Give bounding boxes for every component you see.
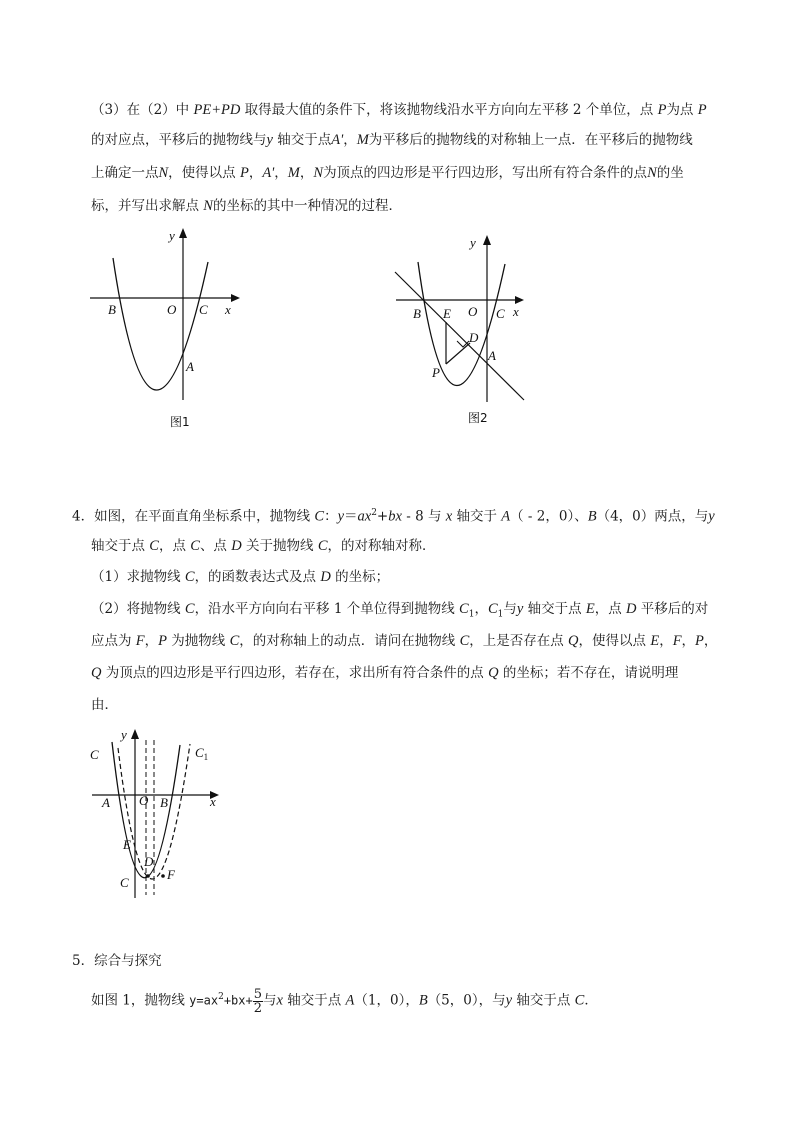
q4-line-3: （1）求抛物线 C，的函数表达式及点 D 的坐标； [91,569,390,585]
q4-line-7: 由． [91,697,118,713]
q4-label-C-top: C [90,747,99,762]
q4-label-y: y [121,727,127,742]
fig2-label-D: D [469,330,479,345]
q3-line-2: 的对应点，平移后的抛物线与y 轴交于点A'，M为平移后的抛物线的对称轴上一点．在平移后的抛物线 [91,132,693,148]
q4-label-B: B [160,795,168,810]
q3-figure-2 [385,230,535,430]
fig2-label-C: C [496,306,505,321]
q4-label-A: A [102,795,110,810]
fig1-label-O: O [167,302,177,317]
q3-figure-1 [85,222,245,437]
fig2-label-P: P [432,365,440,380]
q4-line-2: 轴交于点 C，点 C、点 D 关于抛物线 C，的对称轴对称． [91,538,436,554]
fig1-label-C: C [199,302,208,317]
q4-line-1: 4．如图，在平面直角坐标系中，抛物线 C：$y=ax^2+bx - 8$ 与 x 轴交于 A（ - 2，0）、B（4，0）两点，与y [72,508,715,525]
fig2-label-B: B [413,306,421,321]
q4-label-C-bottom: C [120,875,129,890]
fig1-label-y: y [169,228,175,243]
q5-title: 5．综合与探究 [72,953,162,969]
fig2-label-O: O [468,304,478,319]
q3-line-3: 上确定一点N，使得以点 P，A'，M，N为顶点的四边形是平行四边形，写出所有符合条件的点N的坐 [91,165,684,181]
q4-point-F [161,874,165,878]
fig1-x-arrow [231,294,240,302]
q4-line-4: （2）将抛物线 C，沿水平方向向右平移 1 个单位得到抛物线 $C_1$，$C_1$与y 轴交于点 E，点 D 平移后的对 [91,601,709,620]
fig2-label-y: y [470,235,476,250]
q4-label-D: D [144,854,154,869]
q3-line-4: 标，并写出求解点 N的坐标的其中一种情况的过程． [91,198,402,214]
fig1-y-arrow [179,228,187,238]
q4-label-E: E [123,837,131,852]
fig2-y-arrow [483,235,491,245]
fig2-label-E: E [443,306,451,321]
fig2-caption: 图2 [468,411,488,425]
fig1-label-B: B [108,302,116,317]
fig1-label-x: x [225,302,231,317]
fig2-label-A: A [488,348,496,363]
q4-label-C1: $C_1$ [195,745,209,762]
fig2-line-BA [395,272,524,400]
q4-label-O: O [139,793,149,808]
q4-label-F: F [167,867,175,882]
q4-point-D [146,874,150,878]
fig2-label-x: x [513,304,519,319]
q4-label-x: x [210,794,216,809]
fig1-caption: 图1 [170,415,190,429]
q4-figure [85,725,230,905]
q3-line-1: （3）在（2）中 PE+PD 取得最大值的条件下，将该抛物线沿水平方向向左平移 2 个单位，点 P为点 P [91,102,707,118]
fig1-label-A: A [186,359,194,374]
q4-line-5: 应点为 F，P 为抛物线 C，的对称轴上的动点．请问在抛物线 C，上是否存在点 Q，使得以点 E，F，P， [91,633,718,649]
fig2-x-arrow [515,296,524,304]
q4-y-arrow [131,729,139,739]
q4-line-6: Q 为顶点的四边形是平行四边形，若存在，求出所有符合条件的点 Q 的坐标；若不存在，请说明理 [91,665,679,681]
q5-fraction: $\frac{5}{2}$ [253,986,262,1016]
q5-line-1: 如图 1，抛物线 $y=ax^2+bx+$ $\frac{5}{2}$ 与x 轴交于点 A（1，0），B（5，0），与y 轴交于点 C． [91,986,598,1016]
fig2-segment-PD [446,343,470,364]
